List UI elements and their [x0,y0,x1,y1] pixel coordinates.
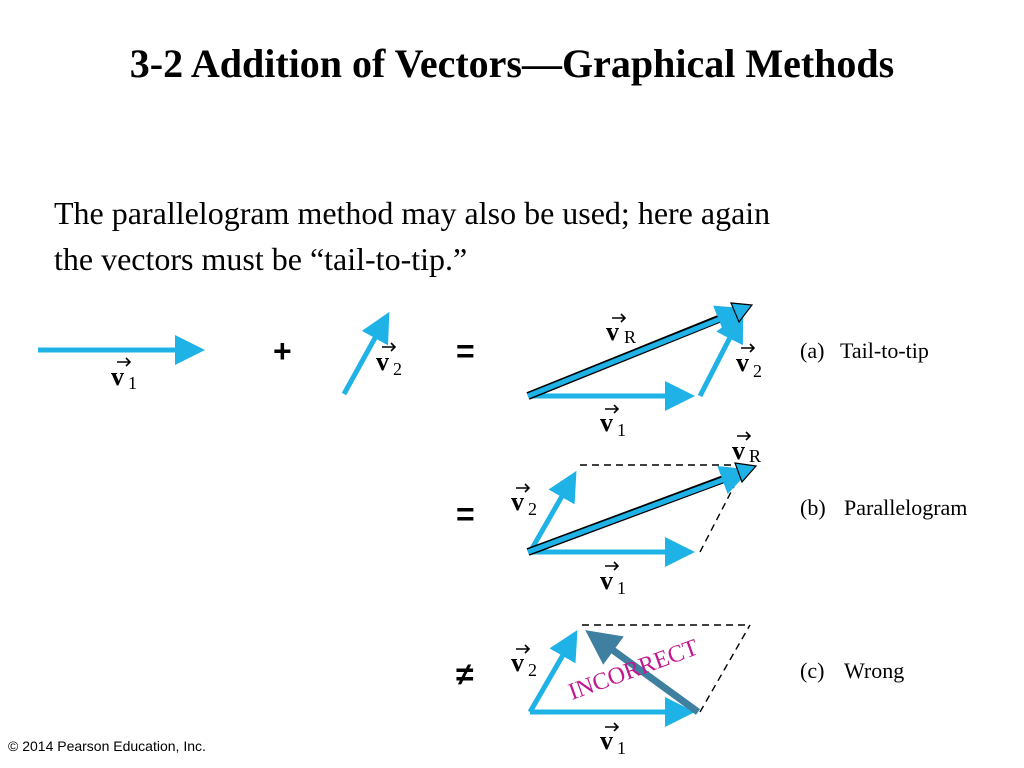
svg-text:(b): (b) [800,495,826,520]
svg-text:2: 2 [753,361,762,381]
copyright-notice: © 2014 Pearson Education, Inc. [8,738,206,754]
vector-vr-label-a [606,314,636,347]
dashed-right-c [700,625,750,712]
svg-text:R: R [624,327,637,347]
svg-text:(c): (c) [800,658,825,683]
svg-text:1: 1 [617,738,626,758]
vector-vr-label-b [732,432,761,466]
svg-text:v: v [600,726,613,755]
svg-text:v: v [736,348,749,377]
svg-text:1: 1 [617,420,626,440]
svg-text:v: v [376,347,389,376]
svg-text:v: v [600,566,613,595]
vector-v1-label [111,358,137,393]
caption-a [800,338,929,363]
not-equal-sign: ≠ [456,656,474,692]
incorrect-stamp: INCORRECT [565,634,702,706]
plus-sign: + [273,333,292,369]
svg-text:v: v [511,648,524,677]
svg-text:Parallelogram: Parallelogram [844,495,968,520]
vector-v1-label-c [600,723,626,758]
vector-v2-label [376,343,402,379]
svg-text:2: 2 [528,660,537,680]
svg-text:1: 1 [128,373,137,393]
slide-title: 3-2 Addition of Vectors—Graphical Methods [129,41,895,86]
figure-c-wrong [511,625,750,758]
body-text-line-2: the vectors must be “tail-to-tip.” [54,241,468,277]
svg-text:1: 1 [617,578,626,598]
equals-sign-a: = [456,333,475,369]
svg-text:R: R [749,446,762,466]
figure-b-parallelogram [511,432,761,598]
body-text-line-1: The parallelogram method may also be used; here again [54,195,771,231]
vector-v1-label-b [600,562,626,598]
vector-v2-label-a [736,344,762,381]
caption-b [800,495,967,520]
vector-v2-arrow-a [700,318,740,396]
svg-text:v: v [732,436,745,465]
equals-sign-b: = [456,496,475,532]
svg-text:Wrong: Wrong [844,658,905,683]
svg-text:(a): (a) [800,338,825,363]
svg-text:v: v [511,487,524,516]
svg-text:2: 2 [528,499,537,519]
svg-text:2: 2 [393,359,402,379]
figure-a-tail-to-tip [528,303,762,440]
vector-v2-label-b [511,484,537,519]
caption-c [800,658,904,683]
resultant-vr-arrow-b [528,472,744,552]
svg-text:v: v [606,317,619,346]
vector-v2-label-c [511,645,537,680]
svg-text:v: v [111,362,124,391]
svg-text:Tail-to-tip: Tail-to-tip [840,338,929,363]
svg-text:v: v [600,408,613,437]
vector-v1-label-a [600,405,626,440]
